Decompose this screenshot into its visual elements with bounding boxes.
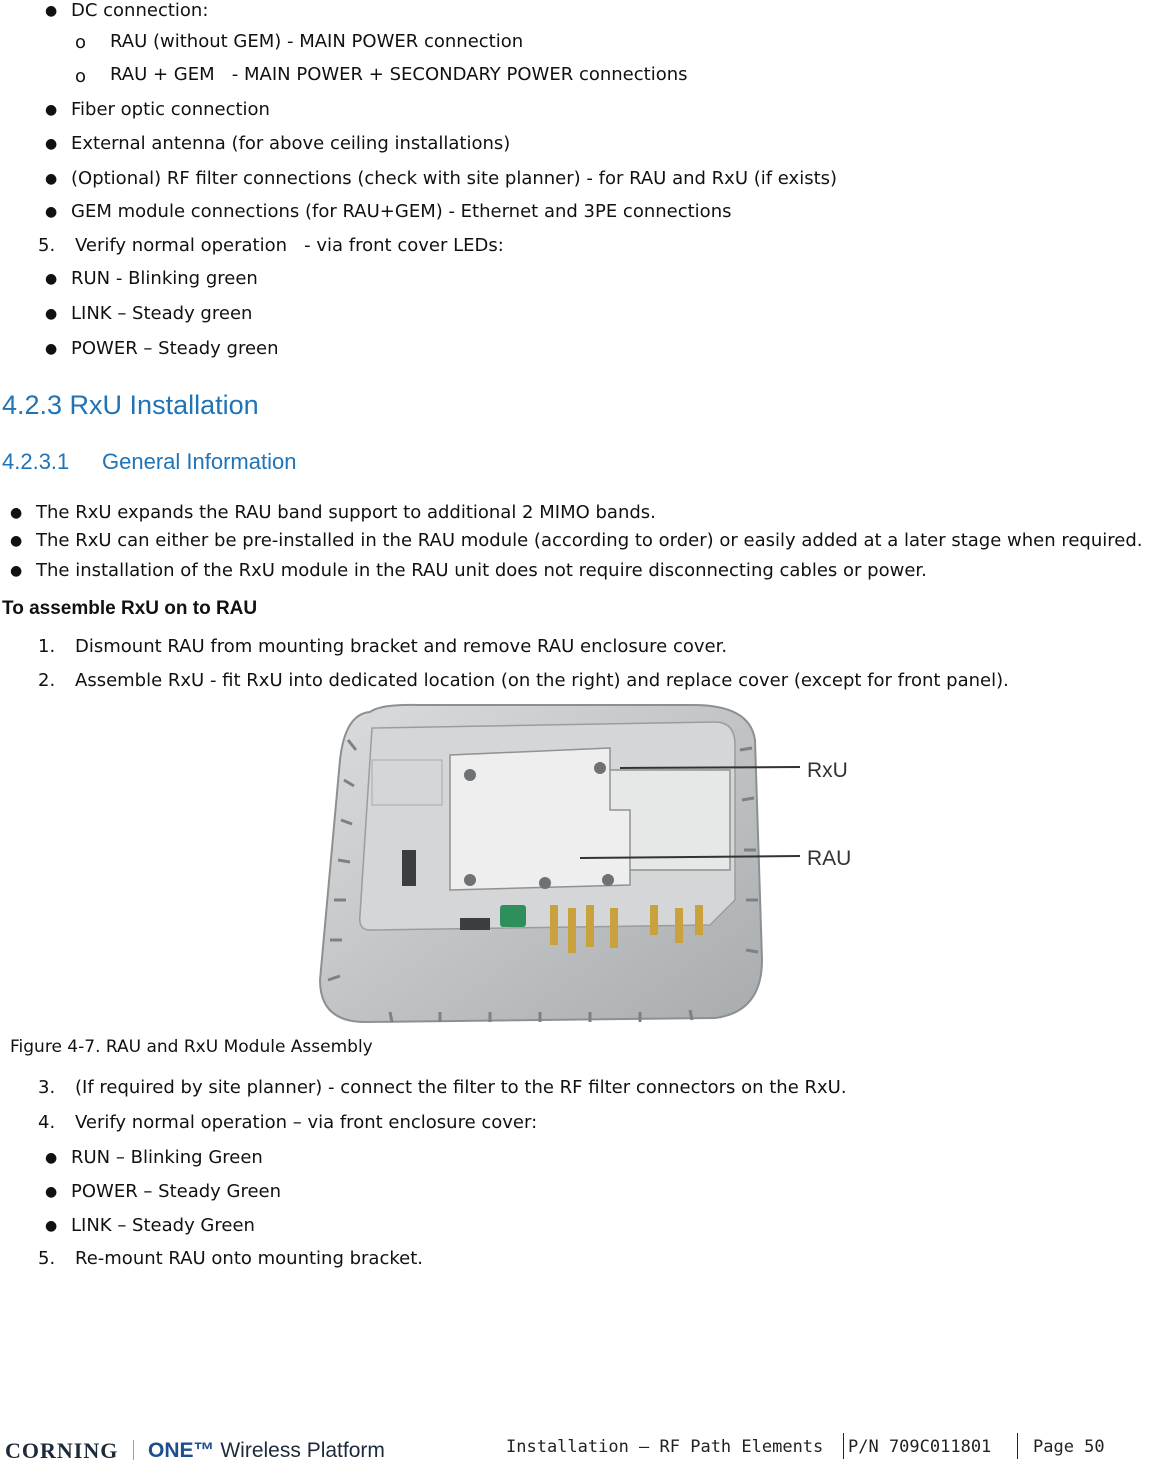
bullet-fiber: Fiber optic connection [71,99,270,120]
rau-label: RAU [807,847,852,870]
general-bullet: The installation of the RxU module in the RAU unit does not require disconnecting cables or power. [36,560,927,581]
footer-page-number: Page 50 [1033,1437,1105,1457]
bullet-icon: ● [45,341,58,357]
step-number: 4. [38,1112,56,1133]
procedure-title: To assemble RxU on to RAU [2,598,258,619]
figure-caption: Figure 4-7. RAU and RxU Module Assembly [10,1037,373,1057]
led-run: RUN - Blinking green [71,268,258,289]
bullet-icon: ● [45,1184,58,1200]
logo-divider [133,1440,134,1460]
general-bullet: The RxU can either be pre-installed in the RAU module (according to order) or easily added at a later stage when required. [36,530,1143,551]
green-connector [500,905,526,927]
sub-bullet-icon: o [75,66,87,87]
led-link: LINK – Steady green [71,303,253,324]
step-number: 2. [38,670,56,691]
bullet-icon: ● [45,136,58,152]
rxu-label: RxU [807,759,848,782]
bullet-icon: ● [45,102,58,118]
subsection-heading [2,449,296,475]
led-power: POWER – Steady Green [71,1181,282,1202]
screw-icon [539,877,551,889]
footer-part-number: P/N 709C011801 [848,1437,992,1457]
bullet-dc-connection: DC connection: [71,0,209,21]
screw-icon [602,874,614,886]
bullet-icon: ● [45,1150,58,1166]
screw-icon [464,874,476,886]
step-number: 5. [38,235,56,256]
sub-bullet-icon: o [75,32,87,53]
subsection-title: General Information [102,449,297,474]
bullet-icon: ● [10,533,23,549]
bullet-icon: ● [10,563,23,579]
bullet-icon: ● [45,271,58,287]
bullet-gem: GEM module connections (for RAU+GEM) - Ethernet and 3PE connections [71,201,732,222]
sub-bullet-rau-gem: RAU + GEM - MAIN POWER + SECONDARY POWER connections [110,64,688,85]
bullet-antenna: External antenna (for above ceiling installations) [71,133,511,154]
platform-one: ONE™ [148,1439,215,1462]
connector-block [402,850,416,886]
corning-logo: CORNING [5,1438,119,1463]
led-power: POWER – Steady green [71,338,279,359]
step-number: 3. [38,1077,56,1098]
step-number: 5. [38,1248,56,1269]
footer-section: Installation – RF Path Elements [506,1437,824,1457]
led-run: RUN – Blinking Green [71,1147,263,1168]
bullet-icon: ● [45,3,58,19]
screw-icon [464,769,476,781]
platform-name: Wireless Platform [220,1439,385,1462]
section-heading: 4.2.3 RxU Installation [2,390,259,420]
step-text: Dismount RAU from mounting bracket and remove RAU enclosure cover. [75,636,728,657]
bullet-rf-filter: (Optional) RF filter connections (check with site planner) - for RAU and RxU (if exists) [71,168,838,189]
step-number: 1. [38,636,56,657]
screw-icon [594,762,606,774]
bullet-icon: ● [45,204,58,220]
footer-separator [843,1433,844,1459]
connector-port [460,918,490,930]
bullet-icon: ● [45,171,58,187]
step-text: Assemble RxU - fit RxU into dedicated location (on the right) and replace cover (except for front panel). [75,670,1009,691]
rau-rxu-assembly-image [310,700,870,1030]
led-link: LINK – Steady Green [71,1215,255,1236]
sub-bullet-rau: RAU (without GEM) - MAIN POWER connection [110,31,524,52]
step-verify-top: Verify normal operation - via front cover LEDs: [75,235,504,256]
general-bullet: The RxU expands the RAU band support to additional 2 MIMO bands. [36,502,656,523]
step-text: (If required by site planner) - connect the filter to the RF filter connectors on the RxU. [75,1077,847,1098]
rxu-pointer-line [620,767,800,768]
bullet-icon: ● [45,306,58,322]
step-text: Verify normal operation – via front enclosure cover: [75,1112,538,1133]
step-text: Re-mount RAU onto mounting bracket. [75,1248,423,1269]
footer-separator [1017,1433,1018,1459]
platform-logo [148,1439,385,1463]
bullet-icon: ● [10,505,23,521]
bullet-icon: ● [45,1218,58,1234]
subsection-number: 4.2.3.1 [2,449,70,474]
